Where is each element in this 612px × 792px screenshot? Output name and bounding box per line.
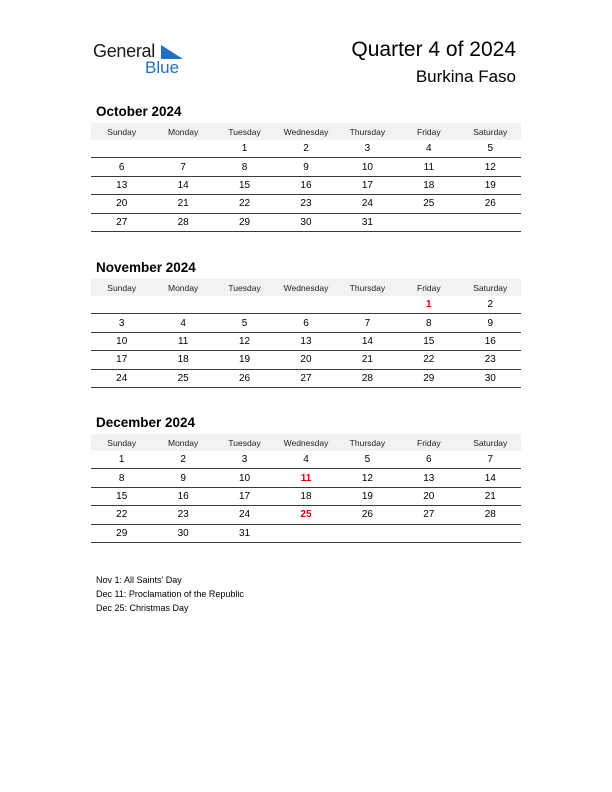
day-cell bbox=[398, 524, 459, 542]
month-october bbox=[91, 102, 521, 232]
day-cell: 8 bbox=[214, 158, 275, 176]
holiday-note: Nov 1: All Saints’ Day bbox=[96, 575, 182, 585]
day-cell: 24 bbox=[91, 369, 152, 387]
country-name: Burkina Faso bbox=[415, 67, 516, 86]
day-cell: 17 bbox=[214, 487, 275, 505]
day-cell: 22 bbox=[214, 195, 275, 213]
day-cell: 27 bbox=[275, 369, 336, 387]
weekday-header-row bbox=[91, 279, 521, 296]
weekday-label: Saturday bbox=[460, 279, 521, 296]
week-row bbox=[91, 213, 521, 231]
weekday-label: Monday bbox=[152, 434, 213, 451]
weekday-label: Wednesday bbox=[275, 279, 336, 296]
day-cell bbox=[152, 296, 213, 314]
weekday-label: Sunday bbox=[91, 123, 152, 140]
day-cell: 9 bbox=[275, 158, 336, 176]
weekday-header-row bbox=[91, 434, 521, 451]
week-row bbox=[91, 524, 521, 542]
day-cell: 31 bbox=[337, 213, 398, 231]
day-cell: 24 bbox=[214, 506, 275, 524]
day-cell: 27 bbox=[91, 213, 152, 231]
day-cell: 5 bbox=[337, 451, 398, 469]
weekday-label: Tuesday bbox=[214, 123, 275, 140]
weekday-label: Wednesday bbox=[275, 123, 336, 140]
day-cell: 3 bbox=[214, 451, 275, 469]
day-cell: 7 bbox=[460, 451, 521, 469]
logo-text-blue: Blue bbox=[145, 58, 180, 77]
day-cell: 29 bbox=[91, 524, 152, 542]
day-cell: 16 bbox=[460, 332, 521, 350]
day-cell: 19 bbox=[337, 487, 398, 505]
day-cell: 11 bbox=[398, 158, 459, 176]
logo-text-general: General bbox=[93, 41, 155, 61]
weekday-label: Monday bbox=[152, 123, 213, 140]
weekday-label: Thursday bbox=[337, 279, 398, 296]
weekday-label: Monday bbox=[152, 279, 213, 296]
weekday-label: Sunday bbox=[91, 279, 152, 296]
day-cell: 12 bbox=[337, 469, 398, 487]
day-cell: 18 bbox=[152, 351, 213, 369]
week-row bbox=[91, 351, 521, 369]
month-title: December 2024 bbox=[96, 415, 196, 430]
day-cell: 28 bbox=[152, 213, 213, 231]
day-cell: 11 bbox=[152, 332, 213, 350]
month-title: October 2024 bbox=[96, 104, 182, 119]
day-cell: 7 bbox=[152, 158, 213, 176]
day-cell bbox=[91, 140, 152, 158]
day-cell: 20 bbox=[398, 487, 459, 505]
day-cell bbox=[275, 524, 336, 542]
month-title: November 2024 bbox=[96, 260, 196, 275]
day-cell: 8 bbox=[91, 469, 152, 487]
weekday-label: Friday bbox=[398, 123, 459, 140]
day-cell: 19 bbox=[460, 176, 521, 194]
day-cell: 5 bbox=[214, 314, 275, 332]
day-cell bbox=[337, 296, 398, 314]
page-title: Quarter 4 of 2024 bbox=[351, 38, 516, 61]
weekday-label: Thursday bbox=[337, 123, 398, 140]
week-row bbox=[91, 332, 521, 350]
day-cell: 21 bbox=[337, 351, 398, 369]
day-cell: 13 bbox=[275, 332, 336, 350]
weekday-label: Tuesday bbox=[214, 434, 275, 451]
day-cell: 31 bbox=[214, 524, 275, 542]
day-cell bbox=[275, 296, 336, 314]
day-cell: 30 bbox=[460, 369, 521, 387]
weekday-label: Saturday bbox=[460, 123, 521, 140]
day-cell: 8 bbox=[398, 314, 459, 332]
holiday-day-cell: 1 bbox=[398, 296, 459, 314]
day-cell: 23 bbox=[152, 506, 213, 524]
weekday-label: Tuesday bbox=[214, 279, 275, 296]
calendar-table bbox=[91, 279, 521, 388]
day-cell: 2 bbox=[460, 296, 521, 314]
day-cell: 28 bbox=[337, 369, 398, 387]
day-cell: 13 bbox=[398, 469, 459, 487]
day-cell: 17 bbox=[91, 351, 152, 369]
day-cell: 9 bbox=[460, 314, 521, 332]
day-cell: 6 bbox=[275, 314, 336, 332]
week-row bbox=[91, 140, 521, 158]
day-cell: 12 bbox=[214, 332, 275, 350]
day-cell: 2 bbox=[152, 451, 213, 469]
day-cell: 14 bbox=[460, 469, 521, 487]
week-row bbox=[91, 506, 521, 524]
day-cell: 10 bbox=[91, 332, 152, 350]
day-cell: 14 bbox=[152, 176, 213, 194]
day-cell: 29 bbox=[214, 213, 275, 231]
month-december bbox=[91, 413, 521, 543]
weekday-label: Friday bbox=[398, 279, 459, 296]
day-cell: 15 bbox=[214, 176, 275, 194]
day-cell: 26 bbox=[337, 506, 398, 524]
day-cell: 2 bbox=[275, 140, 336, 158]
day-cell: 24 bbox=[337, 195, 398, 213]
holiday-day-cell: 25 bbox=[275, 506, 336, 524]
day-cell: 1 bbox=[214, 140, 275, 158]
day-cell: 4 bbox=[275, 451, 336, 469]
week-row bbox=[91, 195, 521, 213]
holiday-note: Dec 11: Proclamation of the Republic bbox=[96, 589, 244, 599]
holiday-notes bbox=[96, 573, 244, 615]
day-cell bbox=[460, 213, 521, 231]
day-cell: 18 bbox=[275, 487, 336, 505]
day-cell bbox=[152, 140, 213, 158]
week-row bbox=[91, 176, 521, 194]
day-cell bbox=[460, 524, 521, 542]
day-cell: 12 bbox=[460, 158, 521, 176]
day-cell: 27 bbox=[398, 506, 459, 524]
day-cell bbox=[214, 296, 275, 314]
day-cell: 23 bbox=[460, 351, 521, 369]
day-cell: 15 bbox=[91, 487, 152, 505]
weekday-label: Wednesday bbox=[275, 434, 336, 451]
week-row bbox=[91, 158, 521, 176]
day-cell: 30 bbox=[152, 524, 213, 542]
weekday-header-row bbox=[91, 123, 521, 140]
day-cell: 15 bbox=[398, 332, 459, 350]
day-cell: 13 bbox=[91, 176, 152, 194]
weekday-label: Sunday bbox=[91, 434, 152, 451]
day-cell: 7 bbox=[337, 314, 398, 332]
week-row bbox=[91, 451, 521, 469]
day-cell: 25 bbox=[152, 369, 213, 387]
day-cell: 6 bbox=[91, 158, 152, 176]
day-cell: 26 bbox=[460, 195, 521, 213]
day-cell: 21 bbox=[152, 195, 213, 213]
day-cell: 18 bbox=[398, 176, 459, 194]
day-cell: 6 bbox=[398, 451, 459, 469]
day-cell: 19 bbox=[214, 351, 275, 369]
day-cell: 17 bbox=[337, 176, 398, 194]
day-cell: 29 bbox=[398, 369, 459, 387]
weekday-label: Saturday bbox=[460, 434, 521, 451]
holiday-note: Dec 25: Christmas Day bbox=[96, 603, 189, 613]
day-cell: 4 bbox=[398, 140, 459, 158]
day-cell: 16 bbox=[275, 176, 336, 194]
day-cell: 23 bbox=[275, 195, 336, 213]
day-cell: 28 bbox=[460, 506, 521, 524]
day-cell: 9 bbox=[152, 469, 213, 487]
calendar-table bbox=[91, 434, 521, 543]
day-cell: 25 bbox=[398, 195, 459, 213]
day-cell: 10 bbox=[337, 158, 398, 176]
day-cell: 14 bbox=[337, 332, 398, 350]
logo bbox=[93, 41, 193, 81]
calendar-table bbox=[91, 123, 521, 232]
day-cell: 1 bbox=[91, 451, 152, 469]
day-cell bbox=[91, 296, 152, 314]
week-row bbox=[91, 296, 521, 314]
logo-triangle-icon bbox=[161, 45, 183, 59]
day-cell: 5 bbox=[460, 140, 521, 158]
weekday-label: Thursday bbox=[337, 434, 398, 451]
week-row bbox=[91, 314, 521, 332]
day-cell: 26 bbox=[214, 369, 275, 387]
month-november bbox=[91, 258, 521, 388]
week-row bbox=[91, 469, 521, 487]
day-cell: 21 bbox=[460, 487, 521, 505]
day-cell: 4 bbox=[152, 314, 213, 332]
day-cell: 16 bbox=[152, 487, 213, 505]
day-cell: 20 bbox=[91, 195, 152, 213]
week-row bbox=[91, 487, 521, 505]
day-cell: 20 bbox=[275, 351, 336, 369]
day-cell: 3 bbox=[337, 140, 398, 158]
holiday-day-cell: 11 bbox=[275, 469, 336, 487]
weekday-label: Friday bbox=[398, 434, 459, 451]
day-cell: 22 bbox=[398, 351, 459, 369]
day-cell: 3 bbox=[91, 314, 152, 332]
week-row bbox=[91, 369, 521, 387]
day-cell: 22 bbox=[91, 506, 152, 524]
day-cell bbox=[337, 524, 398, 542]
day-cell bbox=[398, 213, 459, 231]
day-cell: 10 bbox=[214, 469, 275, 487]
day-cell: 30 bbox=[275, 213, 336, 231]
